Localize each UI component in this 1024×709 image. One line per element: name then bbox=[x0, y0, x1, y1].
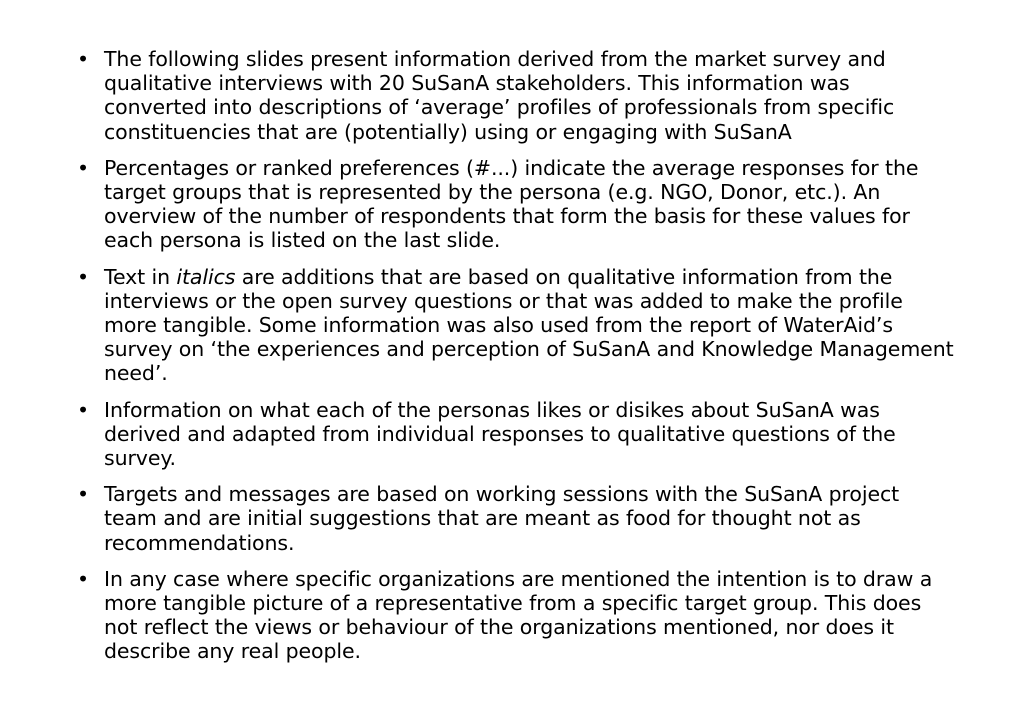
bullet-text-prefix: Text in bbox=[104, 264, 177, 289]
bullet-text: Information on what each of the personas likes or disikes about SuSanA was derived and adapted from individual responses to qualitative questions of the survey. bbox=[104, 397, 896, 471]
bullet-dot-icon: • bbox=[77, 155, 89, 180]
bullet-dot-icon: • bbox=[77, 47, 89, 71]
bullet-item bbox=[77, 47, 954, 144]
bullet-item bbox=[77, 482, 954, 555]
bullet-dot-icon: • bbox=[77, 482, 89, 507]
bullet-dot-icon: • bbox=[77, 397, 89, 422]
bullet-dot-icon: • bbox=[77, 566, 89, 591]
bullet-item bbox=[77, 156, 954, 253]
bullet-dot-icon: • bbox=[77, 264, 89, 289]
bullet-list bbox=[77, 47, 954, 664]
bullet-text-italic: italics bbox=[176, 264, 236, 289]
bullet-text: Percentages or ranked preferences (#...) indicate the average responses for the target groups that is represented by the persona (e.g. NGO, Donor, etc.). An overview of the number of respondents that form the basis for these values for each persona is listed on the last slide. bbox=[104, 155, 919, 253]
bullet-text: In any case where specific organizations are mentioned the intention is to draw a more tangible picture of a representative from a specific target group. This does not reflect the views or behaviour of the organizations mentioned, nor does it describe any real people. bbox=[104, 566, 933, 664]
bullet-text: Targets and messages are based on working sessions with the SuSanA project team and are initial suggestions that are meant as food for thought not as recommendations. bbox=[104, 482, 900, 555]
bullet-item bbox=[77, 567, 954, 664]
bullet-text-suffix: are additions that are based on qualitative information from the interviews or the open survey questions or that was added to make the profile more tangible. Some information was also used from the report of WaterAid’s survey on ‘the experiences and perception of SuSanA and Knowledge Management need’. bbox=[104, 264, 954, 386]
bullet-item bbox=[77, 398, 954, 471]
bullet-text: The following slides present information derived from the market survey and qualitative interviews with 20 SuSanA stakeholders. This information was converted into descriptions of ‘average’ profiles of professionals from specific constituencies that are (potentially) using or engaging with SuSanA bbox=[104, 47, 895, 144]
bullet-item bbox=[77, 265, 954, 386]
